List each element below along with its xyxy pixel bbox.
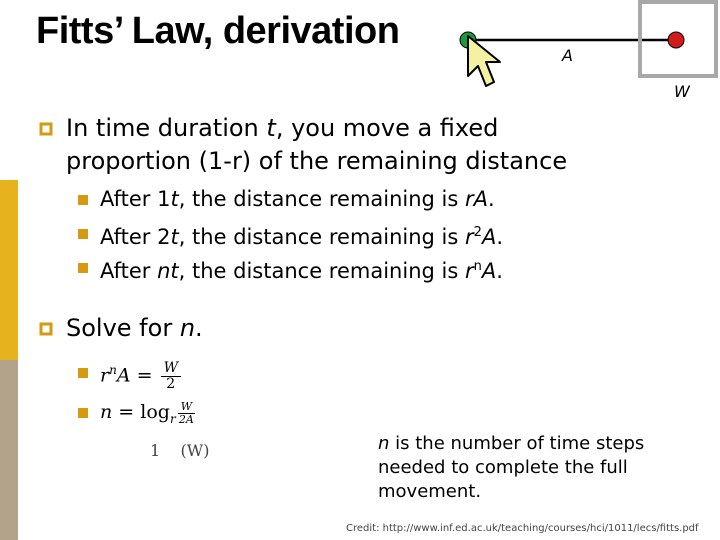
sub-bullet-after-2t: After 2t, the distance remaining is $r^2A$. (100, 225, 503, 249)
sub-bullet-icon (78, 195, 88, 205)
bullet-icon (39, 322, 53, 336)
fraction-w-over-2a: $\frac{W}{2A}$ (178, 399, 194, 426)
fraction-w-over-2: $\frac{W}{2}$ (161, 361, 181, 392)
bullet-icon (39, 122, 53, 136)
sub-bullet-icon (78, 229, 88, 239)
slide-title: Fitts’ Law, derivation (36, 10, 400, 52)
sidebar-segment-bottom (0, 360, 18, 540)
bullet-time-duration-line2: proportion (1-r) of the remaining distance (66, 147, 568, 175)
width-label: W (674, 82, 690, 101)
equation-rn-a: $r^nA$ = $\frac{W}{2}$ (100, 356, 183, 392)
target-dot (668, 32, 684, 48)
equation-n-log: $n = \log_r$ $\frac{W}{2A}$ (100, 399, 194, 426)
distance-label: A (562, 46, 573, 65)
cursor-icon (468, 36, 500, 86)
sidebar-segment-middle (0, 180, 18, 360)
sub-bullet-after-1t: After 1t, the distance remaining is rA. (100, 187, 495, 211)
footnote-n: n is the number of time steps needed to complete the full movement. (378, 433, 645, 502)
fitts-diagram (0, 0, 720, 110)
bullet-solve-for-n: Solve for n. (66, 314, 203, 342)
bullet-time-duration: In time duration t, you move a fixed (66, 114, 499, 142)
sub-bullet-icon (78, 263, 88, 273)
sub-bullet-icon (78, 368, 88, 378)
clipped-equation: 1 (W) (150, 441, 210, 460)
sub-bullet-after-nt: After nt, the distance remaining is $r^nA$. (100, 259, 503, 283)
sub-bullet-icon (78, 408, 88, 418)
credit-text: Credit: http://www.inf.ed.ac.uk/teaching/courses/hci/1011/lecs/fitts.pdf (346, 523, 699, 534)
